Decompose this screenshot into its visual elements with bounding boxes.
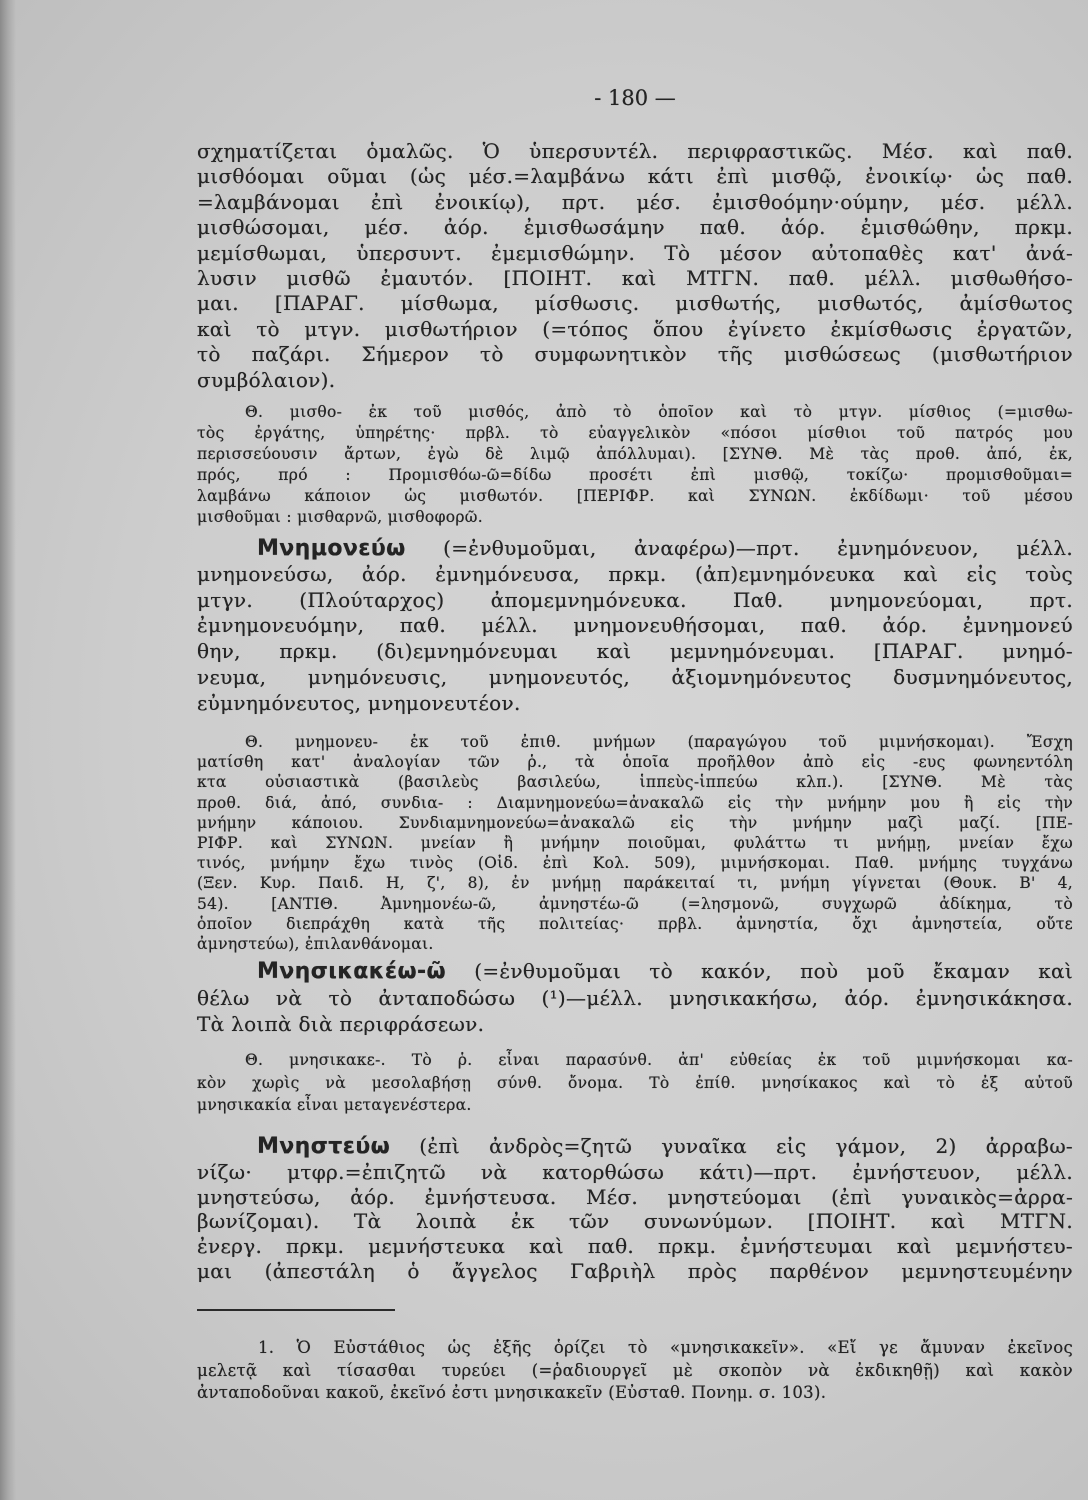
note-line: ΡΙΦΡ. καὶ ΣΥΝΩΝ. μνείαν ἢ μνήμην ποιοῦμαι, φυλάττω τι μνήμῃ, μνείαν ἔχω (197, 834, 1073, 853)
entry-first-line-text: (=ἐνθυμοῦμαι τὸ κακόν, ποὺ μοῦ ἔκαμαν καὶ (446, 959, 1073, 983)
text-line: μαι. [ΠΑΡΑΓ. μίσθωμα, μίσθωσις. μισθωτής, μισθωτός, ἀμίσθωτος (197, 291, 1073, 316)
note-line: τινός, μνήμην ἔχω τινὸς (Οἰδ. ἐπὶ Κολ. 509), μιμνήσκομαι. Παθ. μνήμης τυγχάνω (197, 854, 1073, 873)
text-line: μαι (ἀπεστάλη ὁ ἄγγελος Γαβριὴλ πρὸς παρθένον μεμνηστευμένην (197, 1258, 1073, 1283)
note-line: πρός, πρό : Προμισθόω-ῶ=δίδω προσέτι ἐπὶ μισθῷ, τοκίζω· προμισθοῦμαι= (197, 466, 1073, 484)
text-line: εὐμνημόνευτος, μνημονευτέον. (197, 690, 521, 715)
etymology-note-mnemoneuo (197, 732, 1073, 954)
note-line: τὸς ἐργάτης, ὑπηρέτης· πρβλ. τὸ εὐαγγελικὸν «πόσοι μίσθιοι τοῦ πατρός μου (197, 424, 1073, 442)
text-line: σχηματίζεται ὁμαλῶς. Ὁ ὑπερσυντέλ. περιφραστικῶς. Μέσ. καὶ παθ. (197, 139, 1073, 163)
note-line: μνησικακία εἶναι μεταγενέστερα. (197, 1096, 472, 1114)
note-line: 54). [ΑΝΤΙΘ. Ἀμνημονέω-ῶ, ἀμνηστέω-ῶ (=λησμονῶ, συγχωρῶ ἀδίκημα, τὸ (197, 894, 1073, 913)
note-line: λαμβάνω κάποιον ὡς μισθωτόν. [ΠΕΡΙΦΡ. καὶ ΣΥΝΩΝ. ἐκδίδωμι· τοῦ μέσου (197, 487, 1073, 505)
text-line: =λαμβάνομαι ἐπὶ ἐνοικίῳ), πρτ. μέσ. ἐμισθοόμην·ούμην, μέσ. μέλλ. (197, 189, 1073, 214)
text-line: μτγν. (Πλούταρχος) ἀπομεμνημόνευκα. Παθ. μνημονεύομαι, πρτ. (197, 587, 1073, 612)
entry-mnesteuo (197, 1134, 1073, 1284)
note-line: μνήμην κάποιου. Συνδιαμνημονεύω=ἀνακαλῶ εἰς τὴν μνήμην μαζὶ μαζί. [ΠΕ- (197, 813, 1073, 832)
text-line: μνημονεύσω, ἀόρ. ἐμνημόνευσα, πρκμ. (ἀπ)εμνημόνευκα καὶ εἰς τοὺς (197, 561, 1073, 586)
note-line: ὁποῖον διεπράχθη κατὰ τῆς πολιτείας· πρβλ. ἀμνηστία, ὄχι ἀμνηστεία, οὔτε (197, 914, 1073, 933)
note-line: Θ. μνησικακε-. Τὸ ῥ. εἶναι παρασύνθ. ἀπ' εὐθείας ἐκ τοῦ μιμνήσκομαι κα- (245, 1051, 1073, 1069)
headword: Μνησικακέω-ῶ (257, 959, 447, 984)
text-line: μνηστεύσω, ἀόρ. ἐμνήστευσα. Μέσ. μνηστεύομαι (ἐπὶ γυναικὸς=ἀρρα- (197, 1184, 1073, 1209)
etymology-note-mnesikakeo (197, 1049, 1073, 1117)
note-line: ἀμνηστεύω), ἐπιλανθάνομαι. (197, 935, 434, 954)
entry-first-line-text: (ἐπὶ ἀνδρὸς=ζητῶ γυναῖκα εἰς γάμον, 2) ἀρραβω- (390, 1134, 1073, 1158)
entry-mnesikakeo (197, 958, 1073, 1037)
text-line: μεμίσθωμαι, ὑπερσυντ. ἐμεμισθώμην. Τὸ μέσον αὐτοπαθὲς κατ' ἀνά- (197, 240, 1073, 265)
note-line: περισσεύουσιν ἄρτων, ἐγὼ δὲ λιμῷ ἀπόλλυμαι). [ΣΥΝΘ. Μὲ τὰς προθ. ἀπό, ἐκ, (197, 445, 1073, 463)
text-line: Τὰ λοιπὰ διὰ περιφράσεων. (197, 1012, 485, 1036)
note-line: μισθοῦμαι : μισθαρνῶ, μισθοφορῶ. (197, 508, 483, 526)
text-line: βωνίζομαι). Τὰ λοιπὰ ἐκ τῶν συνωνύμων. [ΠΟΙΗΤ. καὶ ΜΤΓΝ. (197, 1209, 1073, 1234)
text-line: συμβόλαιον). (197, 367, 336, 392)
headword: Μνημονεύω (257, 536, 406, 561)
text-line: ἐνεργ. πρκμ. μεμνήστευκα καὶ παθ. πρκμ. ἐμνήστευμαι καὶ μεμνήστευ- (197, 1234, 1073, 1259)
text-line: τὸ παζάρι. Σήμερον τὸ συμφωνητικὸν τῆς μισθώσεως (μισθωτήριον (197, 342, 1073, 367)
etymology-note-mistho (197, 402, 1073, 528)
entry-first-line (197, 958, 1073, 985)
note-line: (Ξεν. Κυρ. Παιδ. Η, ζ', 8), ἐν μνήμῃ παράκειταί τι, μνήμη γίγνεται (Θουκ. Β' 4, (197, 874, 1073, 893)
note-line: κτα οὐσιαστικὰ (βασιλεὺς βασιλεύω, ἱππεὺς-ἱππεύω κλπ.). [ΣΥΝΘ. Μὲ τὰς (197, 773, 1073, 792)
footnote-line: μελετᾷ καὶ τίσασθαι τυρεύει (=ῥαδιουργεῖ μὲ σκοπὸν νὰ ἐκδικηθῇ) καὶ κακὸν (197, 1360, 1073, 1380)
text-line: θην, πρκμ. (δι)εμνημόνευμαι καὶ μεμνημόνευμαι. [ΠΑΡΑΓ. μνημό- (197, 639, 1073, 664)
note-line: κὸν χωρὶς νὰ μεσολαβήσῃ σύνθ. ὄνομα. Τὸ ἐπίθ. μνησίκακος καὶ τὸ ἐξ αὐτοῦ (197, 1073, 1073, 1092)
text-line: καὶ τὸ μτγν. μισθωτήριον (=τόπος ὅπου ἐγίνετο ἐκμίσθωσις ἐργατῶν, (197, 316, 1073, 341)
footnote-line: 1. Ὁ Εὐστάθιος ὡς ἑξῆς ὁρίζει τὸ «μνησικακεῖν». «Εἴ γε ἄμυναν ἐκεῖνος (258, 1338, 1073, 1357)
text-line: θέλω νὰ τὸ ἀνταποδώσω (¹)—μέλλ. μνησικακήσω, ἀόρ. ἐμνησικάκησα. (197, 986, 1073, 1010)
text-line: νίζω· μτφρ.=ἐπιζητῶ νὰ κατορθώσω κάτι)—πρτ. ἐμνήστευον, μέλλ. (197, 1159, 1073, 1184)
footnote (197, 1337, 1073, 1405)
footnote-line: ἀνταποδοῦναι κακοῦ, ἐκεῖνό ἐστι μνησικακεῖν (Εὐσταθ. Πονημ. σ. 103). (197, 1383, 827, 1402)
note-line: ματίσθη κατ' ἀναλογίαν τῶν ῥ., τὰ ὁποῖα προῆλθον ἀπὸ εἰς -ευς φωνηεντόλη (197, 753, 1073, 772)
note-line: Θ. μισθο- ἐκ τοῦ μισθός, ἀπὸ τὸ ὁποῖον καὶ τὸ μτγν. μίσθιος (=μισθω- (245, 403, 1073, 421)
entry-mnemoneuo (197, 536, 1073, 717)
page-number: - 180 — (594, 86, 676, 110)
entry-first-line-text: (=ἐνθυμοῦμαι, ἀναφέρω)—πρτ. ἐμνημόνευον, μέλλ. (405, 536, 1073, 560)
text-line: νευμα, μνημόνευσις, μνημονευτός, ἀξιομνημόνευτος δυσμνημόνευτος, (197, 664, 1073, 689)
text-line: λυσιν μισθῶ ἐμαυτόν. [ΠΟΙΗΤ. καὶ ΜΤΓΝ. παθ. μέλλ. μισθωθήσο- (197, 266, 1073, 291)
text-line: ἐμνημονευόμην, παθ. μέλλ. μνημονευθήσομαι, παθ. ἀόρ. ἐμνημονεύ (197, 613, 1073, 638)
continuation-paragraph (197, 139, 1073, 393)
text-line: μισθώσομαι, μέσ. ἀόρ. ἐμισθωσάμην παθ. ἀόρ. ἐμισθώθην, πρκμ. (197, 215, 1073, 240)
entry-first-line (197, 536, 1073, 562)
footnote-separator (197, 1309, 395, 1311)
text-line: μισθόομαι οῦμαι (ὡς μέσ.=λαμβάνω κάτι ἐπὶ μισθῷ, ἐνοικίῳ· ὡς παθ. (197, 164, 1073, 189)
entry-first-line (197, 1134, 1073, 1160)
note-line: Θ. μνημονευ- ἐκ τοῦ ἐπιθ. μνήμων (παραγώγου τοῦ μιμνήσκομαι). Ἔσχη (245, 733, 1073, 751)
scan-edge-shadow (0, 0, 16, 1500)
note-line: προθ. διά, ἀπό, συνδια- : Διαμνημονεύω=ἀνακαλῶ εἰς τὴν μνήμην μου ἢ εἰς τὴν (197, 793, 1073, 812)
headword: Μνηστεύω (257, 1134, 391, 1159)
